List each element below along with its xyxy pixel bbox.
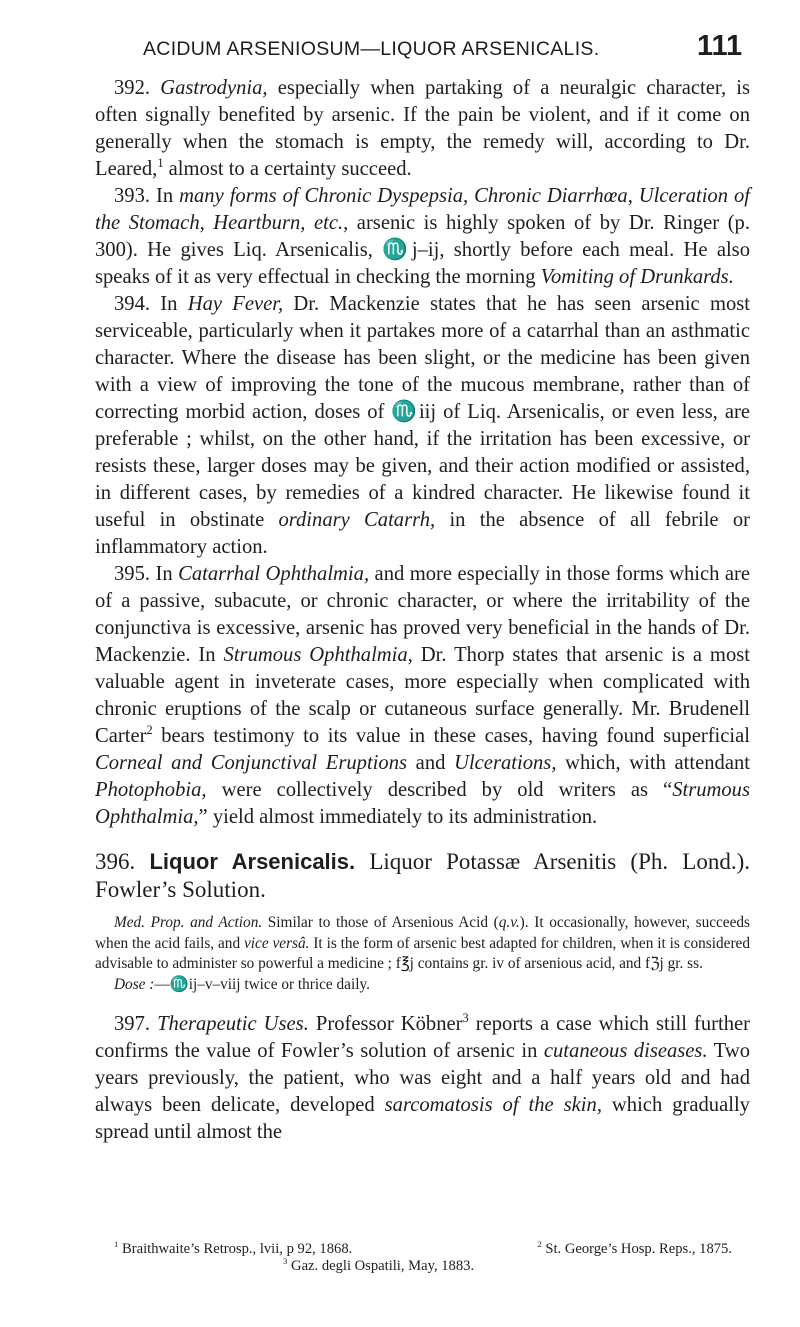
paragraph-text: ” yield almost immediately to its administration. <box>198 806 598 828</box>
paragraph-text: Similar to those of Arsenious Acid ( <box>262 914 499 931</box>
paragraph-text: It is the form of arsenic best adapted for children, when it is considered advisable to administer so powerful a medicine ; f℥j contains gr. iv of arsenious acid, and fℨj gr. ss. <box>95 934 750 972</box>
italic-term: Photophobia, <box>95 779 207 801</box>
paragraph-text: Dr. Mackenzie states that he has seen arsenic most serviceable, particularly when it partakes more of a catarrhal than an asthmatic character. Where the disease has been slight, or the medicine has been given with a view of improving the tone of the mucous membrane, rather than of correcting morbid action, doses of ♏iij of Liq. Arsenicalis, or even less, are preferable ; whilst, on the other hand, if the irritation has been excessive, or resists these, larger doses may be given, and their action modified or assisted, in different cases, by remedies of a kindred character. He likewise found it useful in obstinate <box>95 293 751 531</box>
paragraph-397 <box>95 1011 750 1146</box>
italic-term: Hay Fever, <box>187 293 284 315</box>
paragraph-text: Dr. Thorp states that arsenic is a most valuable agent in inveterate cases, more especially when complicated with chronic eruptions of the scalp or cutaneous surface generally. Mr. Brudenell Carter <box>95 644 750 747</box>
paragraph-395 <box>95 561 750 831</box>
section-heading-396 <box>95 848 750 904</box>
paragraph-text: In <box>155 563 179 585</box>
footnote-ref: 1 <box>157 156 164 171</box>
paragraph-number: 396. <box>95 849 150 874</box>
italic-term: sarcomatosis of the skin, <box>384 1094 602 1116</box>
paragraph-text: and <box>407 752 455 774</box>
page-number: 111 <box>697 30 743 62</box>
paragraph-number: 392. <box>114 77 161 99</box>
paragraph-text: Professor Köbner <box>308 1013 463 1035</box>
small-print-block <box>95 913 750 995</box>
italic-label: Med. Prop. and Action. <box>114 914 263 931</box>
footnote-mark: 1 <box>114 1239 119 1250</box>
italic-term: many forms of Chronic Dyspepsia, Chronic Diarrhœa, Ulceration of the Stomach, Heartburn, etc., <box>95 185 751 234</box>
running-title: ACIDUM ARSENIOSUM—LIQUOR ARSENICALIS. <box>143 38 600 60</box>
paragraph-number: 393. <box>114 185 156 207</box>
footnote-ref: 2 <box>146 723 153 738</box>
italic-term: Vomiting of Drunkards. <box>540 266 734 288</box>
running-header <box>0 30 800 70</box>
footnote-3 <box>95 1258 750 1275</box>
paragraph-text: arsenic is highly spoken of by Dr. Ringer (p. 300). He gives Liq. Arsenicalis, ♏j–ij, shortly before each meal. He also speaks of it as very effectual in checking the morning <box>95 212 751 288</box>
footnote-1 <box>114 1241 352 1258</box>
dose-text: —♏ij–v–viij twice or thrice daily. <box>154 975 370 993</box>
footnotes <box>95 1241 750 1275</box>
footnote-text: Braithwaite’s Retrosp., lvii, p 92, 1868. <box>118 1241 353 1257</box>
italic-term: Corneal and Conjunctival Eruptions <box>95 752 408 774</box>
section-synonyms: Liquor Potassæ Arsenitis (Ph. Lond.). Fowler’s Solution. <box>95 849 751 902</box>
paragraph-text: In <box>160 293 188 315</box>
italic-term: Catarrhal Ophthalmia, <box>178 563 370 585</box>
footnote-mark: 2 <box>537 1239 542 1250</box>
paragraph-text: in the absence of all febrile or inflammatory action. <box>95 509 750 558</box>
paragraph-393 <box>95 183 750 291</box>
italic-term: q.v. <box>498 914 520 931</box>
paragraph-text: were collectively described by old writers as “ <box>206 779 673 801</box>
section-title: Liquor Arsenicalis. <box>149 849 356 874</box>
footnote-ref: 3 <box>462 1011 469 1026</box>
italic-term: Strumous Ophthalmia, <box>95 779 750 828</box>
paragraph-text: and more especially in those forms which are of a passive, subacute, or chronic character, or where the irritability of the conjunctiva is excessive, arsenic has proved very beneficial in the hands of Dr. Mackenzie. In <box>95 563 751 666</box>
paragraph-text: bears testimony to its value in these cases, having found superficial <box>152 725 750 747</box>
paragraph-number: 395. <box>114 563 156 585</box>
paragraph-text: Two years previously, the patient, who was eight and a half years old and had always been delicate, developed <box>95 1040 750 1116</box>
italic-term: Therapeutic Uses. <box>157 1013 309 1035</box>
paragraph-number: 397. <box>114 1013 158 1035</box>
italic-term: cutaneous diseases. <box>543 1040 708 1062</box>
italic-term: ordinary Catarrh, <box>278 509 436 531</box>
paragraph-394 <box>95 291 750 561</box>
page-body <box>95 75 750 1146</box>
italic-term: Strumous Ophthalmia, <box>223 644 413 666</box>
italic-term: Ulcerations, <box>454 752 557 774</box>
footnote-row <box>95 1241 750 1258</box>
paragraph-number: 394. <box>114 293 161 315</box>
paragraph-392 <box>95 75 750 183</box>
footnote-2 <box>537 1241 750 1258</box>
paragraph-text: reports a case which still further confirms the value of Fowler’s solution of arsenic in <box>95 1013 751 1062</box>
footnote-mark: 3 <box>283 1256 288 1267</box>
paragraph-text: which, with attendant <box>556 752 751 774</box>
medical-properties <box>95 913 750 975</box>
footnote-text: Gaz. degli Ospatili, May, 1883. <box>287 1258 475 1274</box>
italic-term: vice versâ. <box>243 934 310 952</box>
paragraph-text: which gradually spread until almost the <box>95 1094 750 1143</box>
dose-label: Dose : <box>114 975 155 993</box>
paragraph-text: especially when partaking of a neuralgic character, is often signally benefited by arsenic. If the pain be violent, and if it come on generally when the stomach is empty, the remedy will, according to Dr. Leared, <box>95 77 750 180</box>
dose-line <box>95 975 750 996</box>
italic-term: Gastrodynia, <box>160 77 268 99</box>
footnote-text: St. George’s Hosp. Reps., 1875. <box>541 1241 732 1257</box>
paragraph-text: In <box>156 185 180 207</box>
paragraph-text: ). It occasionally, however, succeeds when the acid fails, and <box>95 914 750 952</box>
paragraph-text: almost to a certainty succeed. <box>163 158 412 180</box>
